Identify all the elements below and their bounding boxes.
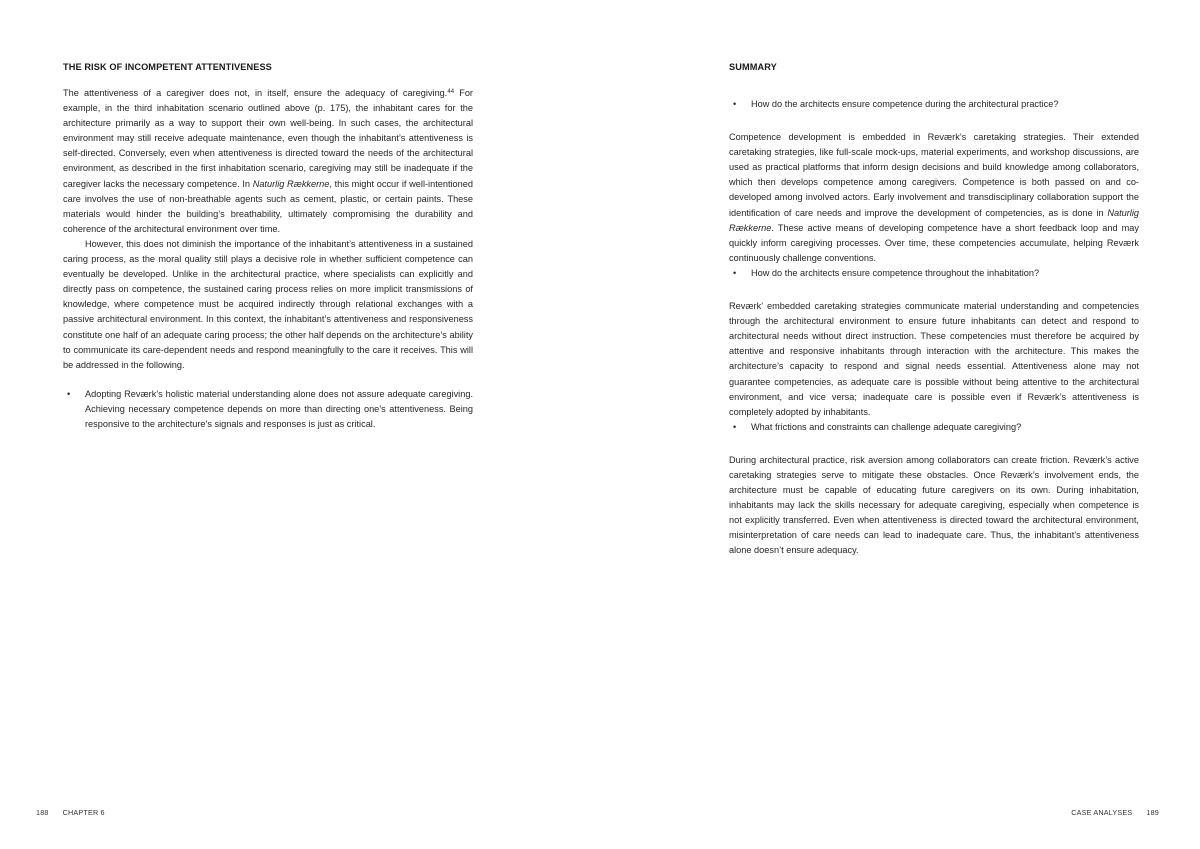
project-title: Naturlig Rækkerne (729, 207, 1139, 233)
question-list (729, 266, 1139, 281)
list-item (63, 387, 473, 432)
question-text: What frictions and constraints can challenge adequate caregiving? (751, 421, 1022, 432)
section-heading: THE RISK OF INCOMPETENT ATTENTIVENESS (63, 62, 272, 72)
left-text-column (63, 60, 473, 432)
list-item (729, 97, 1139, 112)
bullet-icon: • (733, 99, 737, 109)
answer-paragraph: Competence development is embedded in Reværk’s caretaking strategies. Their extended caretaking strategies, like full-scale mock-ups, material experiments, and workshop discussions, are used as practical platforms that inform design decisions and build knowledge among collaborators, which then develops competence among caregivers. Competence is both passed on and co-developed among involved actors. Early involvement and transdisciplinary collaboration support the identification of care needs and improve the development of competencies, as is done in Naturlig Rækkerne. These active means of developing competence have a short feedback loop and may quickly inform caregiving processes. Over time, these competencies accumulate, helping Reværk continuously challenge conventions. (729, 132, 1139, 263)
question-text: How do the architects ensure competence during the architectural practice? (751, 99, 1059, 109)
page-footer (1071, 808, 1159, 818)
section-label: CASE ANALYSES (1071, 808, 1133, 817)
answer-paragraph: Reværk’ embedded caretaking strategies communicate material understanding and competencies through the architectural environment to ensure future inhabitants can detect and respond to architectural needs without direct instruction. These competencies must therefore be acquired by attentive and responsive inhabitants through interaction with the architecture. This makes the architecture’s capacity to respond and signal needs essential. Attentiveness alone may not guarantee competencies, as adequate care is possible without being attentive to the architectural environment, and vice versa; inadequate care is possible even if Reværk’s attentiveness is completely adopted by inhabitants. (729, 301, 1139, 417)
bullet-text: Adopting Reværk’s holistic material understanding alone does not assure adequate caregiving. Achieving necessary competence depends on more than directing one’s attentiveness. Being responsive to the architecture’s signals and responses is just as critical. (85, 388, 473, 429)
page-number: 189 (1146, 808, 1159, 817)
body-paragraph: The attentiveness of a caregiver does not, in itself, ensure the adequacy of caregiving.$^{44}$ For example, in the third inhabitation scenario outlined above (p. 175), the inhabitant cares for the architecture primarily as a way to support their own well-being. In such cases, the architectural environment may still receive adequate maintenance, even though the inhabitant’s attentiveness is self-directed. Conversely, even when attentiveness is directed toward the needs of the architectural environment, as described in the first inhabitation scenario, caregiving may still be inadequate if the caregiver lacks the necessary competence. In Naturlig Rækkerne, this might occur if well-intentioned care involves the use of non-breathable agents such as cement, plastic, or certain paints. These materials would hinder the building’s breathability, ultimately compromising the durability and coherence of the architectural environment over time. (63, 88, 473, 234)
page-footer (36, 808, 105, 818)
question-text: How do the architects ensure competence throughout the inhabitation? (751, 267, 1040, 278)
answer-paragraph: During architectural practice, risk aversion among collaborators can create friction. Reværk’s active caretaking strategies serve to mitigate these obstacles. Once Reværk’s involvement ends, the architecture must be capable of educating future caregivers on its own. During inhabitation, inhabitants may lack the skills necessary for adequate caregiving, especially when competence is not explicitly transferred. Even when attentiveness is directed toward the architectural environment, misinterpretation of care needs can lead to inadequate care. Thus, the inhabitant’s attentiveness alone doesn’t ensure adequacy. (729, 454, 1139, 556)
body-paragraph: However, this does not diminish the importance of the inhabitant’s attentiveness in a sustained caring process, as the moral quality still plays a decisive role in whether sufficient competence can eventually be developed. Unlike in the architectural practice, where specialists can explicitly and directly pass on competence, the sustained caring process relies on more implicit transmissions of knowledge, where competence must be acquired indirectly through relational exchanges with a passive architectural environment. In this context, the inhabitant’s attentiveness and responsiveness constitute one half of an adequate caring process; the other half depends on the architecture’s ability to communicate its care-dependent needs and respond meaningfully to the care it receives. This will be addressed in the following. (63, 238, 473, 370)
page-number: 188 (36, 808, 49, 817)
bullet-icon: • (67, 388, 71, 399)
bullet-icon: • (733, 421, 737, 432)
footnote-marker[interactable]: 44 (447, 89, 455, 95)
question-list (729, 97, 1139, 112)
right-page (600, 0, 1200, 849)
section-heading: SUMMARY (729, 62, 777, 72)
chapter-label: CHAPTER 6 (62, 808, 105, 817)
right-text-column (729, 60, 1139, 559)
list-item (729, 266, 1139, 281)
project-title: Naturlig Rækkerne (252, 178, 330, 189)
list-item (729, 420, 1139, 435)
question-list (729, 420, 1139, 435)
bullet-list (63, 387, 473, 432)
bullet-icon: • (733, 267, 737, 278)
